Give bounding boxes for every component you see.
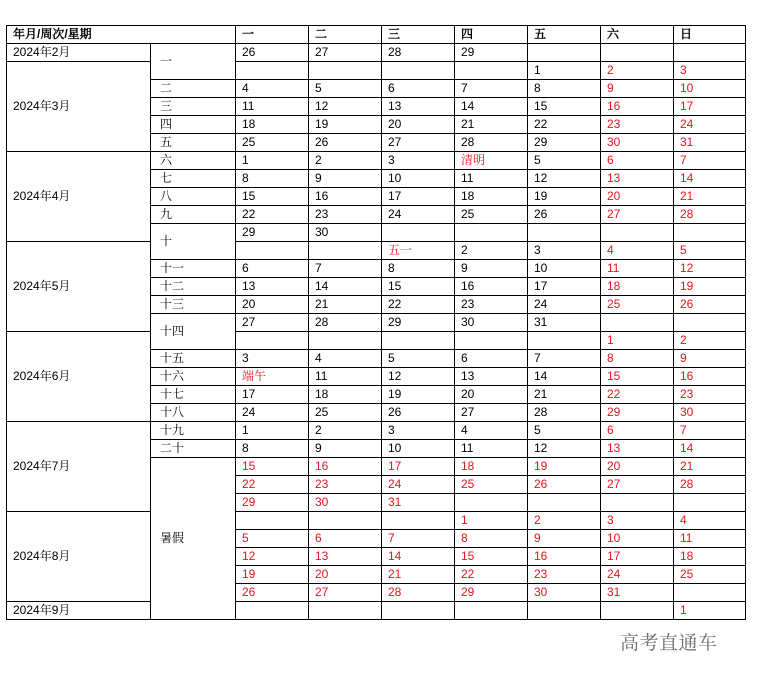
month-label: 2024年9月: [7, 602, 151, 620]
day-cell: [674, 584, 746, 602]
day-cell: 13: [236, 278, 309, 296]
day-cell: 18: [236, 116, 309, 134]
week-label: 十一: [151, 260, 236, 278]
holiday-day-cell: 9: [601, 80, 674, 98]
holiday-day-cell: 19: [236, 566, 309, 584]
holiday-day-cell: 8: [601, 350, 674, 368]
day-cell: 4: [236, 80, 309, 98]
day-cell: 19: [382, 386, 455, 404]
calendar-row: [7, 44, 746, 62]
week-label: 十: [151, 224, 236, 260]
holiday-day-cell: 3: [601, 512, 674, 530]
holiday-day-cell: 端午: [236, 368, 309, 386]
day-cell: [601, 314, 674, 332]
holiday-day-cell: 13: [309, 548, 382, 566]
day-cell: 9: [309, 440, 382, 458]
day-cell: 19: [528, 188, 601, 206]
day-cell: 26: [309, 134, 382, 152]
day-cell: 11: [309, 368, 382, 386]
day-cell: 11: [455, 170, 528, 188]
day-cell: [674, 494, 746, 512]
day-cell: [601, 602, 674, 620]
holiday-day-cell: 2: [601, 62, 674, 80]
day-cell: 25: [236, 134, 309, 152]
holiday-day-cell: 27: [309, 584, 382, 602]
week-label: 十二: [151, 278, 236, 296]
day-cell: [455, 62, 528, 80]
day-cell: [528, 224, 601, 242]
week-label: 十四: [151, 314, 236, 350]
day-cell: 5: [528, 152, 601, 170]
month-label: 2024年6月: [7, 332, 151, 422]
day-cell: 3: [528, 242, 601, 260]
week-label: 十七: [151, 386, 236, 404]
day-cell: [382, 62, 455, 80]
holiday-day-cell: 12: [674, 260, 746, 278]
month-label: 2024年4月: [7, 152, 151, 242]
day-cell: [309, 242, 382, 260]
holiday-day-cell: 22: [601, 386, 674, 404]
holiday-day-cell: 2: [674, 332, 746, 350]
holiday-day-cell: 15: [236, 458, 309, 476]
holiday-day-cell: 18: [455, 458, 528, 476]
holiday-day-cell: 7: [382, 530, 455, 548]
header-row: [7, 26, 746, 44]
holiday-day-cell: 28: [674, 206, 746, 224]
holiday-day-cell: 21: [382, 566, 455, 584]
day-cell: 3: [236, 350, 309, 368]
day-cell: [382, 512, 455, 530]
holiday-day-cell: 清明: [455, 152, 528, 170]
day-cell: [236, 242, 309, 260]
day-cell: [601, 494, 674, 512]
holiday-day-cell: 18: [601, 278, 674, 296]
day-cell: 27: [455, 404, 528, 422]
calendar-row: [7, 332, 746, 350]
day-cell: 4: [309, 350, 382, 368]
day-cell: [601, 224, 674, 242]
day-cell: 27: [236, 314, 309, 332]
day-cell: [455, 224, 528, 242]
day-cell: 25: [309, 404, 382, 422]
holiday-day-cell: 4: [601, 242, 674, 260]
day-cell: 19: [309, 116, 382, 134]
day-cell: [382, 602, 455, 620]
day-cell: 6: [236, 260, 309, 278]
week-label: 六: [151, 152, 236, 170]
day-cell: 24: [382, 206, 455, 224]
holiday-day-cell: 5: [236, 530, 309, 548]
day-cell: [236, 332, 309, 350]
day-cell: 10: [528, 260, 601, 278]
weekday-header: 日: [674, 26, 746, 44]
holiday-day-cell: 17: [382, 458, 455, 476]
day-cell: [674, 44, 746, 62]
week-label: 五: [151, 134, 236, 152]
weekday-header: 五: [528, 26, 601, 44]
day-cell: [674, 224, 746, 242]
day-cell: 11: [455, 440, 528, 458]
calendar-row: [7, 242, 746, 260]
holiday-day-cell: 24: [382, 476, 455, 494]
holiday-day-cell: 28: [382, 584, 455, 602]
holiday-day-cell: 23: [674, 386, 746, 404]
day-cell: 5: [382, 350, 455, 368]
day-cell: 26: [528, 206, 601, 224]
week-label: 十九: [151, 422, 236, 440]
holiday-day-cell: 14: [674, 440, 746, 458]
day-cell: 26: [236, 44, 309, 62]
holiday-day-cell: 五一: [382, 242, 455, 260]
holiday-day-cell: 20: [601, 188, 674, 206]
day-cell: 21: [528, 386, 601, 404]
week-label: 十八: [151, 404, 236, 422]
day-cell: 8: [382, 260, 455, 278]
day-cell: 9: [309, 170, 382, 188]
day-cell: 2: [309, 152, 382, 170]
holiday-day-cell: 13: [601, 440, 674, 458]
holiday-day-cell: 14: [674, 170, 746, 188]
month-label: 2024年3月: [7, 62, 151, 152]
week-label: 二十: [151, 440, 236, 458]
holiday-day-cell: 5: [674, 242, 746, 260]
day-cell: 28: [528, 404, 601, 422]
day-cell: 24: [236, 404, 309, 422]
day-cell: [528, 602, 601, 620]
day-cell: 30: [455, 314, 528, 332]
holiday-day-cell: 23: [528, 566, 601, 584]
day-cell: 8: [236, 170, 309, 188]
day-cell: 6: [382, 80, 455, 98]
day-cell: [236, 62, 309, 80]
day-cell: [309, 62, 382, 80]
day-cell: 29: [528, 134, 601, 152]
day-cell: 5: [528, 422, 601, 440]
day-cell: [382, 332, 455, 350]
holiday-day-cell: 16: [674, 368, 746, 386]
day-cell: 8: [528, 80, 601, 98]
holiday-day-cell: 16: [601, 98, 674, 116]
day-cell: 10: [382, 170, 455, 188]
holiday-day-cell: 7: [674, 152, 746, 170]
holiday-day-cell: 27: [601, 476, 674, 494]
day-cell: [528, 44, 601, 62]
holiday-day-cell: 20: [601, 458, 674, 476]
holiday-day-cell: 9: [528, 530, 601, 548]
day-cell: 2: [455, 242, 528, 260]
day-cell: [455, 332, 528, 350]
calendar-row: [7, 422, 746, 440]
day-cell: 29: [382, 314, 455, 332]
holiday-day-cell: 25: [674, 566, 746, 584]
calendar-row: [7, 152, 746, 170]
holiday-day-cell: 11: [674, 530, 746, 548]
holiday-day-cell: 8: [455, 530, 528, 548]
day-cell: 26: [382, 404, 455, 422]
day-cell: [382, 224, 455, 242]
day-cell: 10: [382, 440, 455, 458]
day-cell: [236, 602, 309, 620]
week-label: 十六: [151, 368, 236, 386]
day-cell: [236, 512, 309, 530]
day-cell: 13: [382, 98, 455, 116]
day-cell: 2: [309, 422, 382, 440]
day-cell: 21: [455, 116, 528, 134]
day-cell: 3: [382, 152, 455, 170]
day-cell: 14: [528, 368, 601, 386]
day-cell: 17: [528, 278, 601, 296]
month-label: 2024年2月: [7, 44, 151, 62]
day-cell: 22: [528, 116, 601, 134]
holiday-day-cell: 30: [601, 134, 674, 152]
month-label: 2024年5月: [7, 242, 151, 332]
holiday-day-cell: 21: [674, 458, 746, 476]
day-cell: 15: [382, 278, 455, 296]
holiday-day-cell: 19: [528, 458, 601, 476]
weekday-header: 一: [236, 26, 309, 44]
holiday-day-cell: 31: [601, 584, 674, 602]
holiday-day-cell: 15: [601, 368, 674, 386]
day-cell: 16: [309, 188, 382, 206]
week-label: 九: [151, 206, 236, 224]
day-cell: 20: [236, 296, 309, 314]
day-cell: [528, 332, 601, 350]
holiday-day-cell: 10: [674, 80, 746, 98]
day-cell: 27: [309, 44, 382, 62]
holiday-day-cell: 31: [674, 134, 746, 152]
day-cell: 15: [528, 98, 601, 116]
day-cell: 16: [455, 278, 528, 296]
holiday-day-cell: 1: [601, 332, 674, 350]
day-cell: 6: [455, 350, 528, 368]
holiday-day-cell: 16: [528, 548, 601, 566]
week-label: 十五: [151, 350, 236, 368]
holiday-day-cell: 23: [601, 116, 674, 134]
holiday-day-cell: 1: [455, 512, 528, 530]
week-label: 二: [151, 80, 236, 98]
calendar-row: [7, 512, 746, 530]
week-label: 四: [151, 116, 236, 134]
day-cell: 18: [309, 386, 382, 404]
holiday-day-cell: 12: [236, 548, 309, 566]
day-cell: 8: [236, 440, 309, 458]
day-cell: 30: [309, 224, 382, 242]
day-cell: 28: [455, 134, 528, 152]
holiday-day-cell: 4: [674, 512, 746, 530]
holiday-day-cell: 29: [455, 584, 528, 602]
day-cell: 11: [236, 98, 309, 116]
weekday-header: 三: [382, 26, 455, 44]
day-cell: 12: [528, 170, 601, 188]
day-cell: 31: [528, 314, 601, 332]
school-calendar-table: [6, 25, 746, 620]
week-label: 三: [151, 98, 236, 116]
weekday-header: 四: [455, 26, 528, 44]
holiday-day-cell: 30: [309, 494, 382, 512]
holiday-day-cell: 6: [601, 152, 674, 170]
holiday-day-cell: 23: [309, 476, 382, 494]
holiday-day-cell: 3: [674, 62, 746, 80]
holiday-day-cell: 20: [309, 566, 382, 584]
holiday-day-cell: 30: [674, 404, 746, 422]
holiday-day-cell: 21: [674, 188, 746, 206]
day-cell: 7: [309, 260, 382, 278]
day-cell: 13: [455, 368, 528, 386]
holiday-day-cell: 9: [674, 350, 746, 368]
day-cell: 25: [455, 206, 528, 224]
holiday-day-cell: 17: [601, 548, 674, 566]
day-cell: 22: [382, 296, 455, 314]
holiday-day-cell: 25: [455, 476, 528, 494]
calendar-row: [7, 602, 746, 620]
holiday-day-cell: 11: [601, 260, 674, 278]
week-label: 八: [151, 188, 236, 206]
day-cell: 28: [382, 44, 455, 62]
week-label: 一: [151, 44, 236, 80]
holiday-day-cell: 30: [528, 584, 601, 602]
week-label: 七: [151, 170, 236, 188]
day-cell: [455, 602, 528, 620]
day-cell: 17: [236, 386, 309, 404]
day-cell: [309, 512, 382, 530]
day-cell: 1: [528, 62, 601, 80]
day-cell: 7: [528, 350, 601, 368]
day-cell: 21: [309, 296, 382, 314]
day-cell: 12: [528, 440, 601, 458]
holiday-day-cell: 26: [236, 584, 309, 602]
corner-header: 年月/周次/星期: [7, 26, 236, 44]
day-cell: 14: [455, 98, 528, 116]
holiday-day-cell: 22: [236, 476, 309, 494]
holiday-day-cell: 24: [601, 566, 674, 584]
calendar-row: [7, 62, 746, 80]
holiday-day-cell: 2: [528, 512, 601, 530]
day-cell: 3: [382, 422, 455, 440]
holiday-day-cell: 28: [674, 476, 746, 494]
day-cell: 7: [455, 80, 528, 98]
watermark-text: 高考直通车: [620, 633, 718, 654]
day-cell: 23: [455, 296, 528, 314]
holiday-day-cell: 26: [674, 296, 746, 314]
holiday-day-cell: 29: [601, 404, 674, 422]
holiday-day-cell: 18: [674, 548, 746, 566]
day-cell: 9: [455, 260, 528, 278]
weekday-header: 二: [309, 26, 382, 44]
holiday-day-cell: 27: [601, 206, 674, 224]
holiday-day-cell: 17: [674, 98, 746, 116]
holiday-day-cell: 7: [674, 422, 746, 440]
holiday-day-cell: 10: [601, 530, 674, 548]
holiday-day-cell: 25: [601, 296, 674, 314]
day-cell: [528, 494, 601, 512]
weekday-header: 六: [601, 26, 674, 44]
holiday-day-cell: 1: [674, 602, 746, 620]
day-cell: 24: [528, 296, 601, 314]
holiday-day-cell: 13: [601, 170, 674, 188]
holiday-day-cell: 16: [309, 458, 382, 476]
day-cell: 1: [236, 152, 309, 170]
holiday-day-cell: 14: [382, 548, 455, 566]
holiday-day-cell: 24: [674, 116, 746, 134]
holiday-day-cell: 15: [455, 548, 528, 566]
day-cell: 28: [309, 314, 382, 332]
day-cell: 4: [455, 422, 528, 440]
month-label: 2024年8月: [7, 512, 151, 602]
week-label: 十三: [151, 296, 236, 314]
day-cell: 12: [309, 98, 382, 116]
day-cell: [674, 314, 746, 332]
month-label: 2024年7月: [7, 422, 151, 512]
day-cell: 27: [382, 134, 455, 152]
holiday-day-cell: 6: [601, 422, 674, 440]
day-cell: 29: [236, 224, 309, 242]
holiday-day-cell: 29: [236, 494, 309, 512]
day-cell: [309, 332, 382, 350]
holiday-day-cell: 6: [309, 530, 382, 548]
holiday-day-cell: 31: [382, 494, 455, 512]
day-cell: 29: [455, 44, 528, 62]
day-cell: 22: [236, 206, 309, 224]
day-cell: [601, 44, 674, 62]
day-cell: [455, 494, 528, 512]
holiday-day-cell: 19: [674, 278, 746, 296]
day-cell: [309, 602, 382, 620]
day-cell: 1: [236, 422, 309, 440]
day-cell: 20: [382, 116, 455, 134]
day-cell: 20: [455, 386, 528, 404]
holiday-day-cell: 26: [528, 476, 601, 494]
week-label: 暑假: [151, 458, 236, 620]
day-cell: 23: [309, 206, 382, 224]
day-cell: 15: [236, 188, 309, 206]
day-cell: 5: [309, 80, 382, 98]
day-cell: 12: [382, 368, 455, 386]
day-cell: 17: [382, 188, 455, 206]
day-cell: 14: [309, 278, 382, 296]
day-cell: 18: [455, 188, 528, 206]
holiday-day-cell: 22: [455, 566, 528, 584]
